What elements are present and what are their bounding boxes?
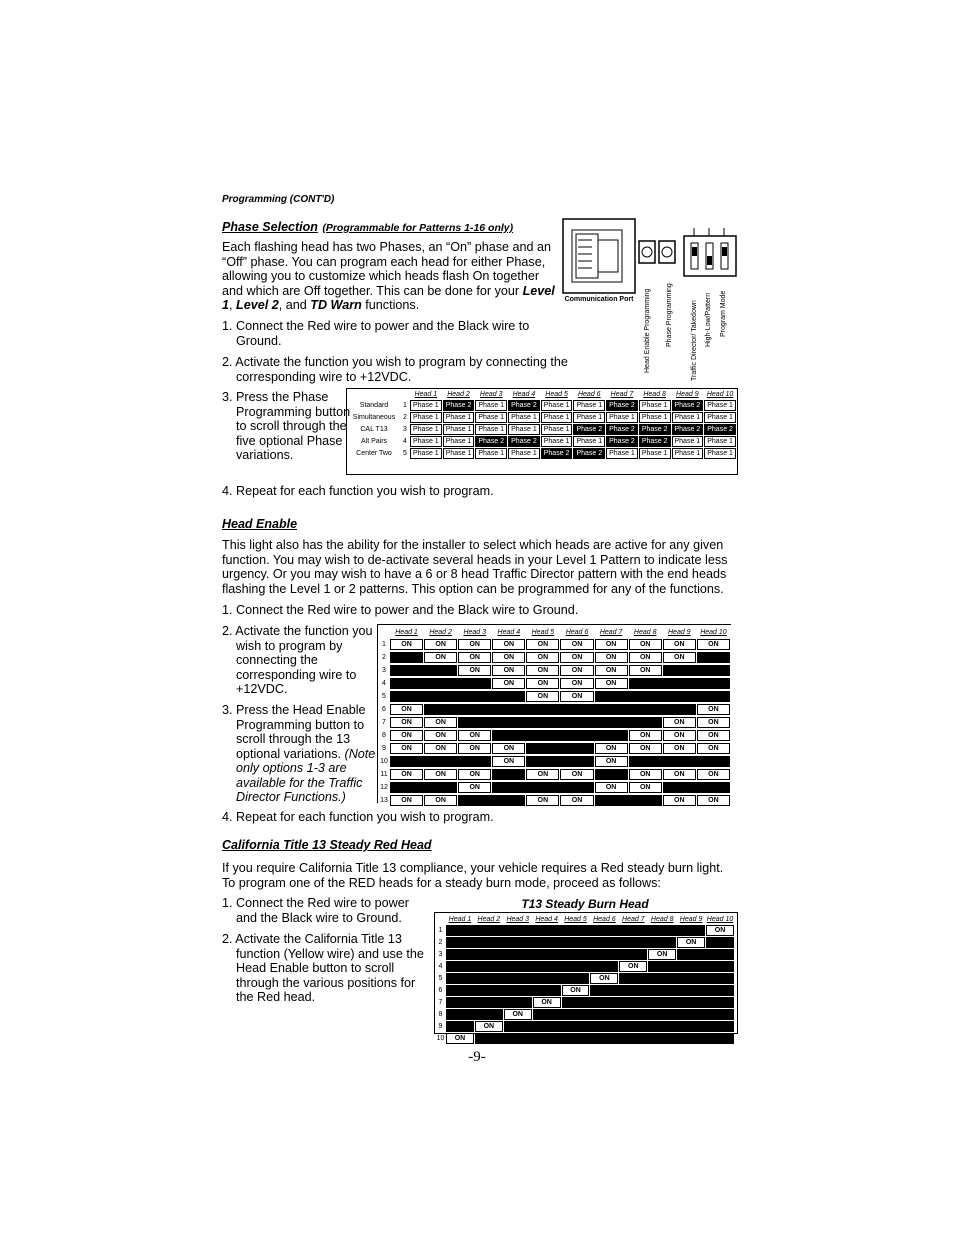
head-enable-head-label: Head 3 — [463, 628, 487, 636]
phase-cell: Phase 1 — [541, 424, 573, 435]
phase-cell: Phase 1 — [573, 412, 605, 423]
t13-row-number: 10 — [436, 1035, 445, 1042]
head-on-cell: ON — [697, 743, 730, 754]
head-off-bar — [492, 730, 627, 741]
t13-step-1: 1. Connect the Red wire to power and the Black wire to Ground. — [222, 896, 409, 925]
t13-off-bar — [533, 1009, 734, 1020]
t13-on-cell: ON — [562, 985, 590, 996]
head-enable-step-1: 1. Connect the Red wire to power and the Black wire to Ground. — [222, 603, 579, 617]
t13-row — [436, 997, 734, 1008]
t13-row-number: 2 — [438, 939, 443, 946]
t13-step-2: 2. Activate the California Title 13 function (Yellow wire) and use the Head Enable button to scroll through the various positions for the Red head. — [222, 932, 424, 1004]
t13-row — [436, 949, 734, 960]
head-enable-row — [379, 782, 730, 793]
phase-row — [348, 412, 736, 423]
phase-head-label: Head 8 — [643, 390, 666, 398]
t13-off-bar — [446, 949, 647, 960]
head-on-cell: ON — [526, 652, 559, 663]
head-enable-row-number: 2 — [382, 654, 386, 661]
head-on-cell: ON — [492, 678, 525, 689]
head-enable-row-number: 10 — [380, 758, 388, 765]
t13-off-bar — [706, 937, 734, 948]
phase-head-label: Head 1 — [414, 390, 438, 398]
head-enable-row-number: 12 — [380, 784, 388, 791]
head-off-bar — [390, 652, 423, 663]
head-enable-step-2: 2. Activate the function you wish to program by connecting the corresponding wire to +12VDC. — [222, 624, 373, 696]
head-on-cell: ON — [629, 639, 662, 650]
head-enable-row — [379, 717, 730, 728]
head-enable-intro: This light also has the ability for the installer to select which heads are active for any given function. You may wish to de-activate several heads in your Level 1 Pattern to indicate less urgency. Or you may wish to have a 6 or 8 head Traffic Director pattern with the end heads flashing the Level 1 or 2 patterns. This option can be programmed for any of the functions. — [222, 538, 728, 596]
t13-head-label: Head 6 — [593, 915, 616, 923]
phase-step-3: 3. Press the Phase Programming button to scroll through the five optional Phase variations. — [222, 390, 351, 462]
t13-on-cell: ON — [533, 997, 561, 1008]
t13-row-number: 9 — [438, 1023, 443, 1030]
t13-table — [435, 913, 735, 1045]
phase-table — [347, 388, 737, 460]
phase-row — [348, 400, 736, 411]
phase-row-number: 4 — [403, 438, 407, 445]
head-off-bar — [629, 678, 730, 689]
phase-cell: Phase 2 — [541, 448, 573, 459]
traffic-director-label: Traffic Director/ Takedown — [691, 300, 698, 381]
head-enable-row — [379, 730, 730, 741]
phase-step-1: 1. Connect the Red wire to power and the Black wire to Ground. — [222, 319, 530, 348]
head-on-cell: ON — [390, 717, 423, 728]
phase-cell: Phase 2 — [606, 400, 638, 411]
phase-cell: Phase 1 — [443, 448, 475, 459]
head-on-cell: ON — [697, 795, 730, 806]
head-enable-title: Head Enable — [222, 517, 298, 531]
head-enable-head-label: Head 1 — [395, 628, 418, 636]
head-on-cell: ON — [526, 691, 559, 702]
head-enable-step-4: 4. Repeat for each function you wish to program. — [222, 810, 494, 824]
phase-cell: Phase 2 — [639, 424, 671, 435]
head-off-bar — [424, 704, 696, 715]
head-on-cell: ON — [697, 769, 730, 780]
head-on-cell: ON — [697, 704, 730, 715]
phase-cell: Phase 1 — [410, 412, 442, 423]
head-on-cell: ON — [458, 665, 491, 676]
phase-cell: Phase 2 — [704, 424, 736, 435]
phase-cell: Phase 1 — [410, 436, 442, 447]
phase-cell: Phase 1 — [639, 448, 671, 459]
head-on-cell: ON — [595, 652, 628, 663]
t13-off-bar — [590, 985, 734, 996]
head-on-cell: ON — [595, 782, 628, 793]
phase-head-label: Head 10 — [706, 390, 734, 398]
t13-row — [436, 973, 734, 984]
phase-cell: Phase 2 — [639, 436, 671, 447]
phase-head-label: Head 9 — [676, 390, 699, 398]
head-on-cell: ON — [663, 769, 696, 780]
head-off-bar — [595, 691, 730, 702]
head-on-cell: ON — [526, 665, 559, 676]
head-on-cell: ON — [697, 717, 730, 728]
t13-head-label: Head 7 — [622, 915, 645, 923]
head-off-bar — [697, 652, 730, 663]
head-on-cell: ON — [390, 743, 423, 754]
head-enable-head-label: Head 4 — [497, 628, 521, 636]
head-on-cell: ON — [458, 730, 491, 741]
head-enable-label: Head Enable Programming — [644, 288, 651, 373]
head-enable-table — [378, 625, 731, 808]
phase-cell: Phase 2 — [606, 436, 638, 447]
t13-row — [436, 937, 734, 948]
head-enable-row-number: 7 — [382, 719, 386, 726]
phase-row-name: Center Two — [356, 450, 392, 457]
phase-cell: Phase 1 — [508, 448, 540, 459]
phase-cell: Phase 1 — [704, 436, 736, 447]
head-enable-row — [379, 665, 730, 676]
phase-row-name: Alt Pairs — [360, 438, 388, 445]
phase-row-number: 3 — [403, 426, 407, 433]
t13-row-number: 6 — [438, 987, 443, 994]
phase-cell: Phase 1 — [443, 424, 475, 435]
head-on-cell: ON — [629, 769, 662, 780]
head-on-cell: ON — [595, 678, 628, 689]
t13-row-number: 5 — [438, 975, 443, 982]
t13-title: California Title 13 Steady Red Head — [222, 838, 432, 852]
head-on-cell: ON — [560, 769, 593, 780]
phase-cell: Phase 1 — [475, 412, 507, 423]
head-on-cell: ON — [560, 678, 593, 689]
phase-head-label: Head 7 — [610, 390, 634, 398]
head-enable-row — [379, 678, 730, 689]
phase-cell: Phase 1 — [606, 448, 638, 459]
head-enable-head-label: Head 7 — [599, 628, 623, 636]
t13-row-number: 3 — [438, 951, 443, 958]
head-off-bar — [492, 782, 593, 793]
phase-row-name: Simultaneous — [352, 414, 396, 421]
head-on-cell: ON — [526, 639, 559, 650]
phase-cell: Phase 1 — [541, 436, 573, 447]
t13-head-label: Head 1 — [448, 915, 472, 923]
head-enable-row-number: 4 — [382, 680, 386, 687]
controller-svg — [562, 216, 740, 306]
t13-off-bar — [562, 997, 734, 1008]
head-on-cell: ON — [492, 756, 525, 767]
head-on-cell: ON — [663, 639, 696, 650]
head-enable-row-number: 1 — [382, 641, 386, 648]
head-enable-row-number: 9 — [382, 745, 386, 752]
head-enable-row — [379, 795, 730, 806]
t13-off-bar — [446, 1021, 474, 1032]
phase-cell: Phase 1 — [410, 448, 442, 459]
head-on-cell: ON — [595, 665, 628, 676]
t13-off-bar — [504, 1021, 734, 1032]
head-enable-row — [379, 652, 730, 663]
head-enable-row-number: 5 — [382, 693, 386, 700]
phase-cell: Phase 2 — [606, 424, 638, 435]
head-on-cell: ON — [629, 730, 662, 741]
t13-on-cell: ON — [475, 1021, 503, 1032]
phase-cell: Phase 2 — [443, 400, 475, 411]
t13-off-bar — [619, 973, 734, 984]
phase-cell: Phase 1 — [410, 424, 442, 435]
head-off-bar — [390, 678, 491, 689]
head-off-bar — [526, 756, 593, 767]
t13-on-cell: ON — [446, 1033, 474, 1044]
t13-head-label: Head 4 — [535, 915, 558, 923]
head-off-bar — [390, 782, 457, 793]
t13-off-bar — [475, 1033, 734, 1044]
head-off-bar — [663, 782, 730, 793]
t13-row — [436, 925, 734, 936]
head-on-cell: ON — [492, 665, 525, 676]
phase-cell: Phase 2 — [672, 424, 704, 435]
phase-cell: Phase 1 — [573, 436, 605, 447]
head-enable-row-number: 13 — [380, 797, 388, 804]
head-enable-row — [379, 704, 730, 715]
head-on-cell: ON — [560, 652, 593, 663]
t13-on-cell: ON — [648, 949, 676, 960]
head-on-cell: ON — [458, 743, 491, 754]
head-on-cell: ON — [526, 678, 559, 689]
t13-table-title: T13 Steady Burn Head — [521, 897, 649, 911]
phase-section-heading — [222, 218, 513, 236]
head-on-cell: ON — [595, 639, 628, 650]
phase-cell: Phase 1 — [475, 448, 507, 459]
phase-cell: Phase 1 — [672, 412, 704, 423]
phase-cell: Phase 1 — [475, 400, 507, 411]
head-on-cell: ON — [390, 639, 423, 650]
head-on-cell: ON — [458, 769, 491, 780]
head-on-cell: ON — [663, 730, 696, 741]
phase-cell: Phase 2 — [573, 448, 605, 459]
head-off-bar — [629, 756, 730, 767]
head-on-cell: ON — [424, 769, 457, 780]
phase-step-2: 2. Activate the function you wish to program by connecting the corresponding wire to +12VDC. — [222, 355, 568, 384]
head-enable-table-frame — [377, 624, 731, 803]
head-off-bar — [390, 691, 525, 702]
high-low-label: High-Low/Pattern — [705, 292, 712, 347]
head-off-bar — [526, 743, 593, 754]
head-enable-head-label: Head 2 — [429, 628, 452, 636]
phase-cell: Phase 1 — [606, 412, 638, 423]
t13-off-bar — [648, 961, 734, 972]
phase-row-number: 2 — [403, 414, 407, 421]
t13-row — [436, 1021, 734, 1032]
phase-head-label: Head 6 — [577, 390, 601, 398]
phase-cell: Phase 1 — [672, 436, 704, 447]
page-number: -9- — [468, 1049, 486, 1065]
head-enable-row — [379, 743, 730, 754]
phase-cell: Phase 1 — [639, 412, 671, 423]
running-header: Programming (CONT'D) — [222, 194, 335, 205]
phase-step-4: 4. Repeat for each function you wish to program. — [222, 484, 494, 498]
phase-cell: Phase 1 — [508, 424, 540, 435]
t13-on-cell: ON — [619, 961, 647, 972]
t13-row — [436, 985, 734, 996]
head-on-cell: ON — [424, 717, 457, 728]
head-on-cell: ON — [526, 769, 559, 780]
head-on-cell: ON — [697, 730, 730, 741]
phase-cell: Phase 1 — [704, 412, 736, 423]
head-on-cell: ON — [492, 652, 525, 663]
head-on-cell: ON — [526, 795, 559, 806]
phase-cell: Phase 1 — [475, 424, 507, 435]
t13-table-frame — [434, 912, 738, 1042]
head-enable-row-number: 6 — [382, 706, 386, 713]
phase-intro: Each flashing head has two Phases, an “On” phase and an “Off” phase. You can program each head for either Phase, allowing you to customize which heads flash On together and which are Off together. This can be done for your Level 1, Level 2, and TD Warn functions. — [222, 240, 555, 312]
head-on-cell: ON — [390, 730, 423, 741]
phase-cell: Phase 1 — [704, 448, 736, 459]
head-enable-row — [379, 769, 730, 780]
t13-intro: If you require California Title 13 compliance, your vehicle requires a Red steady burn light. To program one of the RED heads for a steady burn mode, proceed as follows: — [222, 861, 724, 890]
head-enable-step-3: 3. Press the Head Enable Programming button to scroll through the 13 optional variations. (Note only options 1-3 are available for the Traffic Director Functions.) — [222, 703, 376, 804]
head-enable-row-number: 11 — [380, 771, 388, 778]
phase-cell: Phase 2 — [475, 436, 507, 447]
t13-off-bar — [446, 925, 705, 936]
head-enable-head-label: Head 5 — [531, 628, 555, 636]
head-on-cell: ON — [458, 652, 491, 663]
phase-row-name: CAL T13 — [360, 426, 388, 433]
head-on-cell: ON — [390, 704, 423, 715]
phase-subtitle: (Programmable for Patterns 1-16 only) — [322, 222, 514, 234]
head-on-cell: ON — [595, 756, 628, 767]
t13-head-label: Head 3 — [506, 915, 530, 923]
t13-head-label: Head 2 — [477, 915, 501, 923]
port-label: Communication Port — [564, 296, 634, 303]
phase-cell: Phase 2 — [508, 436, 540, 447]
head-on-cell: ON — [560, 665, 593, 676]
t13-off-bar — [446, 997, 532, 1008]
head-on-cell: ON — [560, 639, 593, 650]
head-off-bar — [458, 717, 662, 728]
phase-cell: Phase 1 — [541, 412, 573, 423]
phase-title: Phase Selection — [222, 220, 318, 234]
head-on-cell: ON — [458, 782, 491, 793]
head-on-cell: ON — [390, 769, 423, 780]
phase-row — [348, 436, 736, 447]
head-enable-row — [379, 756, 730, 767]
head-on-cell: ON — [663, 743, 696, 754]
head-off-bar — [390, 665, 457, 676]
phase-head-label: Head 5 — [545, 390, 568, 398]
t13-off-bar — [446, 985, 561, 996]
phase-head-label: Head 4 — [512, 390, 536, 398]
phase-cell: Phase 1 — [704, 400, 736, 411]
head-off-bar — [492, 769, 525, 780]
head-enable-row — [379, 691, 730, 702]
head-enable-row — [379, 639, 730, 650]
head-enable-head-label: Head 8 — [633, 628, 657, 636]
head-on-cell: ON — [424, 652, 457, 663]
head-on-cell: ON — [629, 782, 662, 793]
phase-cell: Phase 1 — [541, 400, 573, 411]
phase-row-name: Standard — [359, 402, 389, 409]
head-on-cell: ON — [629, 743, 662, 754]
phase-row — [348, 448, 736, 459]
t13-off-bar — [446, 937, 676, 948]
t13-off-bar — [446, 1009, 503, 1020]
phase-cell: Phase 1 — [508, 412, 540, 423]
t13-row — [436, 961, 734, 972]
t13-on-cell: ON — [504, 1009, 532, 1020]
phase-cell: Phase 1 — [639, 400, 671, 411]
head-on-cell: ON — [663, 652, 696, 663]
t13-on-cell: ON — [590, 973, 618, 984]
head-on-cell: ON — [424, 730, 457, 741]
phase-cell: Phase 1 — [672, 448, 704, 459]
head-on-cell: ON — [560, 691, 593, 702]
head-off-bar — [458, 795, 525, 806]
phase-table-frame — [346, 388, 738, 475]
head-enable-head-label: Head 9 — [668, 628, 691, 636]
t13-head-label: Head 8 — [650, 915, 674, 923]
phase-cell: Phase 2 — [672, 400, 704, 411]
phase-cell: Phase 2 — [508, 400, 540, 411]
head-on-cell: ON — [424, 639, 457, 650]
head-enable-head-label: Head 6 — [565, 628, 589, 636]
phase-row-number: 5 — [403, 450, 407, 457]
head-on-cell: ON — [424, 743, 457, 754]
t13-on-cell: ON — [677, 937, 705, 948]
t13-row — [436, 1009, 734, 1020]
head-on-cell: ON — [424, 795, 457, 806]
phase-cell: Phase 1 — [410, 400, 442, 411]
head-off-bar — [595, 769, 628, 780]
head-on-cell: ON — [390, 795, 423, 806]
t13-row-number: 7 — [438, 999, 443, 1006]
phase-row-number: 1 — [403, 402, 407, 409]
t13-row — [436, 1033, 734, 1044]
controller-diagram — [562, 216, 740, 386]
t13-row-number: 4 — [438, 963, 443, 970]
phase-cell: Phase 1 — [573, 400, 605, 411]
phase-prog-label: Phase Programming — [666, 283, 673, 347]
head-enable-row-number: 8 — [382, 732, 386, 739]
head-enable-row-number: 3 — [382, 667, 386, 674]
head-on-cell: ON — [629, 665, 662, 676]
head-on-cell: ON — [663, 717, 696, 728]
head-on-cell: ON — [697, 639, 730, 650]
t13-off-bar — [446, 973, 589, 984]
t13-row-number: 8 — [438, 1011, 443, 1018]
head-on-cell: ON — [595, 743, 628, 754]
head-on-cell: ON — [629, 652, 662, 663]
t13-head-label: Head 10 — [706, 915, 734, 923]
head-on-cell: ON — [458, 639, 491, 650]
head-on-cell: ON — [492, 639, 525, 650]
program-mode-label: Program Mode — [720, 290, 727, 337]
t13-on-cell: ON — [706, 925, 734, 936]
head-off-bar — [663, 665, 730, 676]
head-on-cell: ON — [492, 743, 525, 754]
phase-cell: Phase 1 — [443, 412, 475, 423]
t13-row-number: 1 — [438, 927, 443, 934]
phase-cell: Phase 2 — [573, 424, 605, 435]
head-enable-head-label: Head 10 — [700, 628, 727, 636]
head-off-bar — [390, 756, 491, 767]
t13-off-bar — [677, 949, 734, 960]
t13-off-bar — [446, 961, 618, 972]
head-off-bar — [595, 795, 662, 806]
t13-head-label: Head 5 — [564, 915, 587, 923]
phase-head-label: Head 2 — [447, 390, 470, 398]
t13-head-label: Head 9 — [679, 915, 703, 923]
head-on-cell: ON — [663, 795, 696, 806]
head-on-cell: ON — [560, 795, 593, 806]
phase-row — [348, 424, 736, 435]
phase-cell: Phase 1 — [443, 436, 475, 447]
phase-head-label: Head 3 — [479, 390, 503, 398]
